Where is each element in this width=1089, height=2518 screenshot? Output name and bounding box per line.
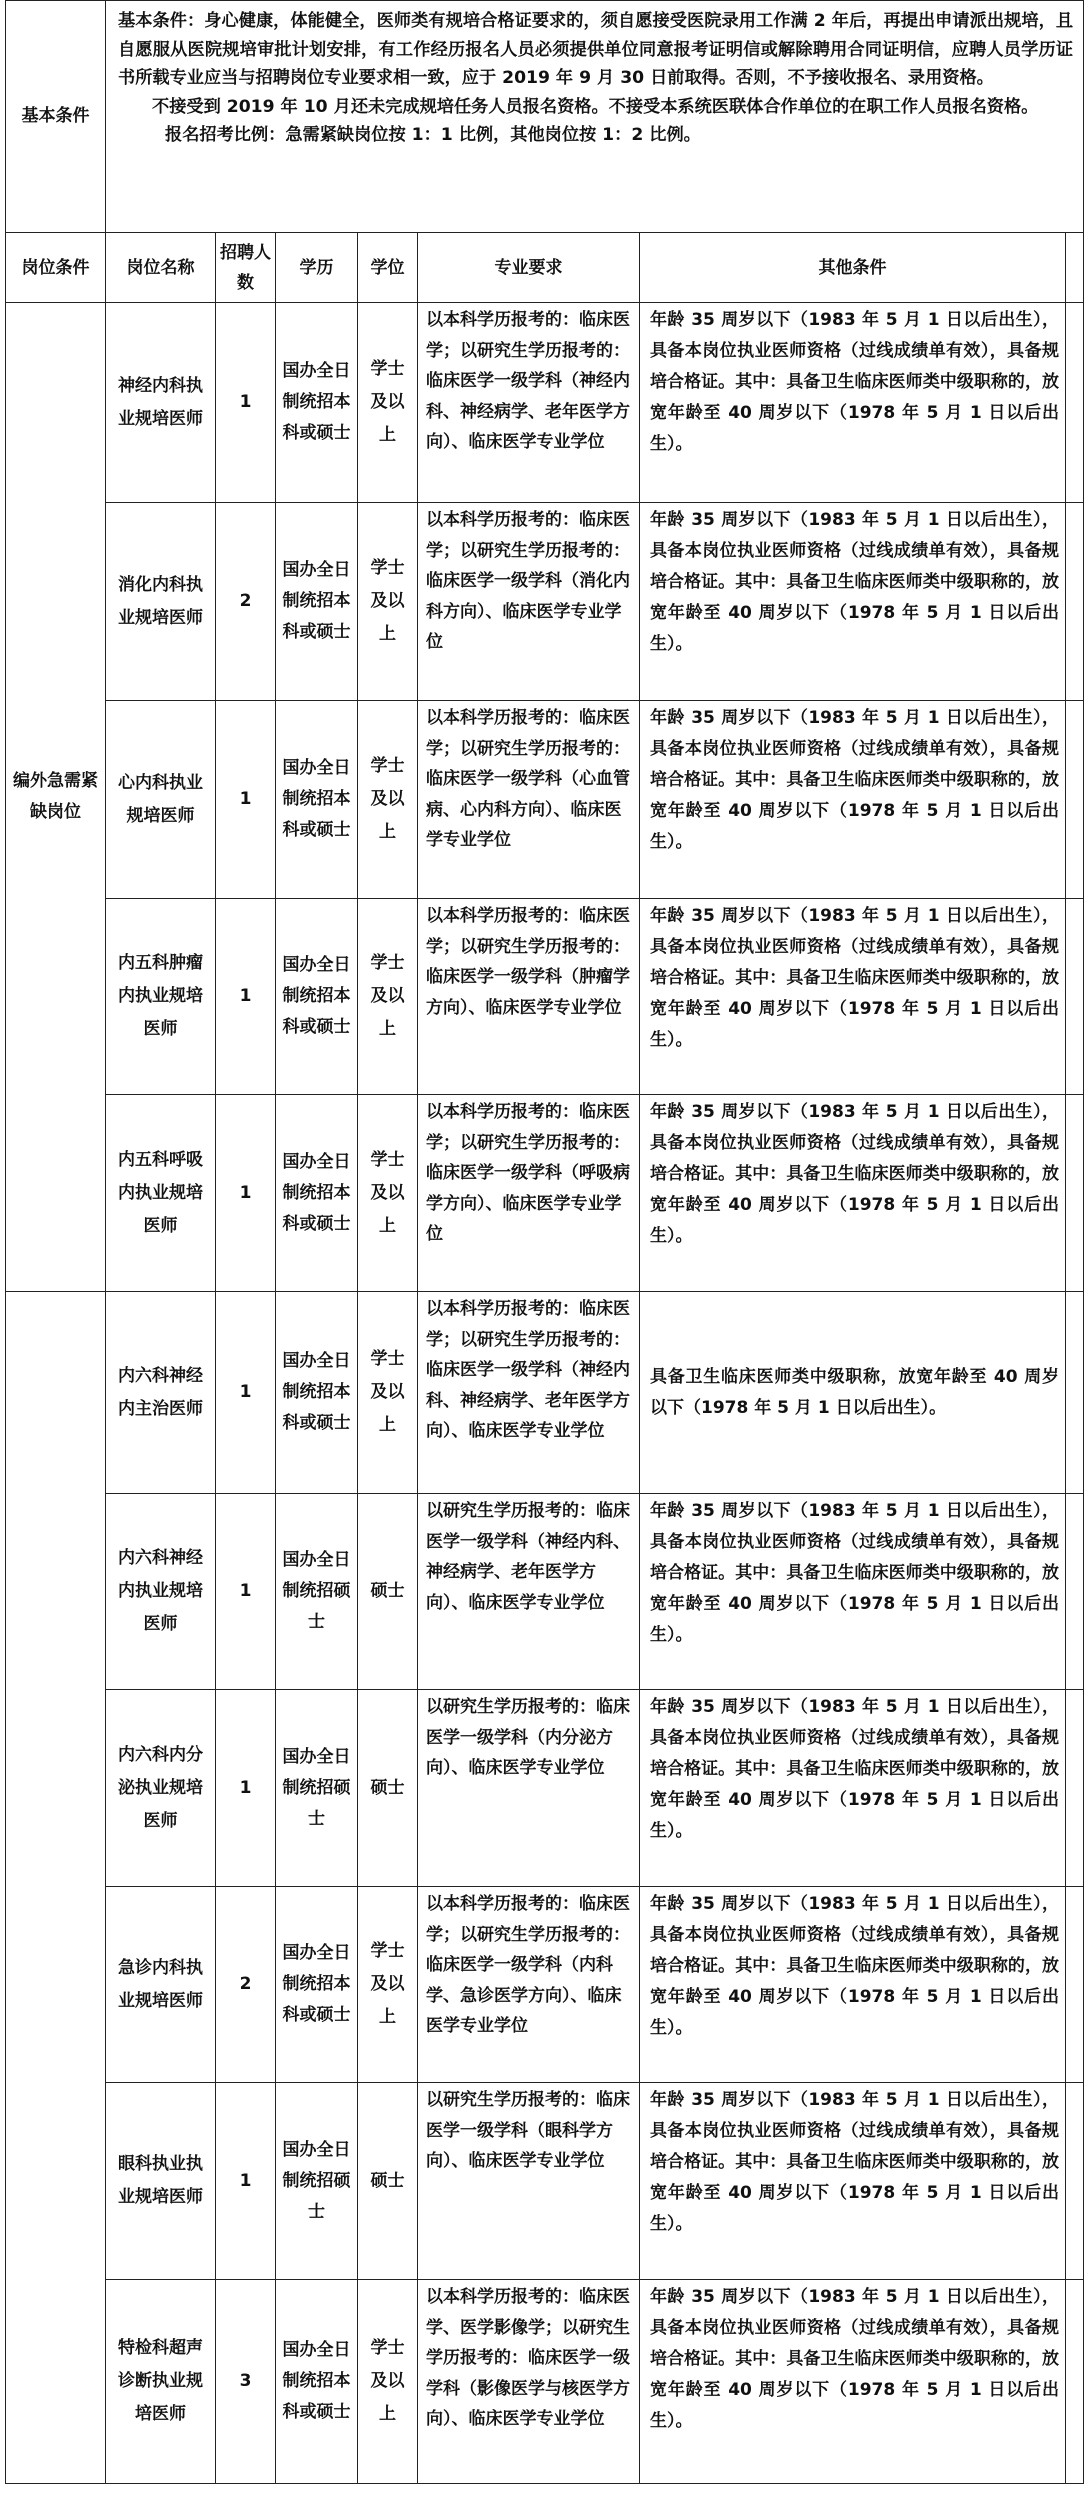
table-row [6, 1292, 1084, 1494]
blank-cell [1066, 1887, 1084, 2083]
other-conditions-cell: 年龄 35 周岁以下（1983 年 5 月 1 日以后出生），具备本岗位执业医师资格（过线成绩单有效），具备规培合格证。其中：具备卫生临床医师类中级职称的，放宽年龄至 40 周岁以下（1978 年 5 月 1 日以后出生）。 [640, 1095, 1066, 1292]
degree-cell: 硕士 [358, 1494, 418, 1690]
degree-cell: 学士及以上 [358, 503, 418, 701]
education-cell: 国办全日制统招硕士 [276, 2083, 358, 2280]
blank-cell [1066, 1292, 1084, 1494]
education-cell: 国办全日制统招本科或硕士 [276, 1292, 358, 1494]
count-cell: 3 [216, 2280, 276, 2484]
other-conditions-cell: 年龄 35 周岁以下（1983 年 5 月 1 日以后出生），具备本岗位执业医师资格（过线成绩单有效），具备规培合格证。其中：具备卫生临床医师类中级职称的，放宽年龄至 40 周岁以下（1978 年 5 月 1 日以后出生）。 [640, 1690, 1066, 1887]
header-row [6, 233, 1084, 303]
blank-cell [1066, 303, 1084, 503]
other-conditions-cell: 年龄 35 周岁以下（1983 年 5 月 1 日以后出生），具备本岗位执业医师资格（过线成绩单有效），具备规培合格证。其中：具备卫生临床医师类中级职称的，放宽年龄至 40 周岁以下（1978 年 5 月 1 日以后出生）。 [640, 1494, 1066, 1690]
count-cell: 1 [216, 303, 276, 503]
blank-cell [1066, 1494, 1084, 1690]
blank-cell [1066, 899, 1084, 1095]
degree-cell: 硕士 [358, 1690, 418, 1887]
blank-cell [1066, 2083, 1084, 2280]
table-row [6, 503, 1084, 701]
position-cell: 急诊内科执业规培医师 [106, 1887, 216, 2083]
other-conditions-cell: 年龄 35 周岁以下（1983 年 5 月 1 日以后出生），具备本岗位执业医师资格（过线成绩单有效），具备规培合格证。其中：具备卫生临床医师类中级职称的，放宽年龄至 40 周岁以下（1978 年 5 月 1 日以后出生）。 [640, 1887, 1066, 2083]
blank-cell [1066, 2280, 1084, 2484]
basic-para-3: 报名招考比例：急需紧缺岗位按 1：1 比例，其他岗位按 1：2 比例。 [165, 125, 701, 146]
degree-cell: 学士及以上 [358, 2280, 418, 2484]
degree-cell: 学士及以上 [358, 1095, 418, 1292]
table-row [6, 2280, 1084, 2484]
blank-cell [1066, 701, 1084, 899]
other-conditions-cell: 年龄 35 周岁以下（1983 年 5 月 1 日以后出生），具备本岗位执业医师资格（过线成绩单有效），具备规培合格证。其中：具备卫生临床医师类中级职称的，放宽年龄至 40 周岁以下（1978 年 5 月 1 日以后出生）。 [640, 701, 1066, 899]
basic-conditions-label: 基本条件 [6, 1, 106, 233]
position-cell: 眼科执业执业规培医师 [106, 2083, 216, 2280]
other-conditions-cell: 年龄 35 周岁以下（1983 年 5 月 1 日以后出生），具备本岗位执业医师资格（过线成绩单有效），具备规培合格证。其中：具备卫生临床医师类中级职称的，放宽年龄至 40 周岁以下（1978 年 5 月 1 日以后出生）。 [640, 899, 1066, 1095]
header-education: 学历 [276, 233, 358, 303]
table-row [6, 1494, 1084, 1690]
major-cell: 以本科学历报考的：临床医学；以研究生学历报考的：临床医学一级学科（心血管病、心内科方向）、临床医学专业学位 [418, 701, 640, 899]
basic-para-1: 基本条件：身心健康，体能健全，医师类有规培合格证要求的，须自愿接受医院录用工作满 2 年后，再提出申请派出规培，且自愿服从医院规培审批计划安排，有工作经历报名人员必须提供单位同意报考证明信或解除聘用合同证明信，应聘人员学历证书所载专业应当与招聘岗位专业要求相一致，应于 2019 年 9 月 30 日前取得。否则，不予接收报名、录用资格。 [118, 11, 1074, 89]
education-cell: 国办全日制统招本科或硕士 [276, 701, 358, 899]
degree-cell: 学士及以上 [358, 899, 418, 1095]
category-cell-continued [6, 1292, 106, 2484]
education-cell: 国办全日制统招本科或硕士 [276, 503, 358, 701]
other-conditions-cell: 年龄 35 周岁以下（1983 年 5 月 1 日以后出生），具备本岗位执业医师资格（过线成绩单有效），具备规培合格证。其中：具备卫生临床医师类中级职称的，放宽年龄至 40 周岁以下（1978 年 5 月 1 日以后出生）。 [640, 2280, 1066, 2484]
major-cell: 以本科学历报考的：临床医学；以研究生学历报考的：临床医学一级学科（消化内科方向）、临床医学专业学位 [418, 503, 640, 701]
table-row [6, 1887, 1084, 2083]
major-cell: 以本科学历报考的：临床医学；以研究生学历报考的：临床医学一级学科（内科学、急诊医学方向）、临床医学专业学位 [418, 1887, 640, 2083]
major-cell: 以研究生学历报考的：临床医学一级学科（眼科学方向）、临床医学专业学位 [418, 2083, 640, 2280]
other-conditions-cell: 年龄 35 周岁以下（1983 年 5 月 1 日以后出生），具备本岗位执业医师资格（过线成绩单有效），具备规培合格证。其中：具备卫生临床医师类中级职称的，放宽年龄至 40 周岁以下（1978 年 5 月 1 日以后出生）。 [640, 303, 1066, 503]
position-cell: 消化内科执业规培医师 [106, 503, 216, 701]
table-row [6, 1095, 1084, 1292]
education-cell: 国办全日制统招硕士 [276, 1494, 358, 1690]
position-cell: 内六科内分泌执业规培医师 [106, 1690, 216, 1887]
position-cell: 神经内科执业规培医师 [106, 303, 216, 503]
major-cell: 以本科学历报考的：临床医学；以研究生学历报考的：临床医学一级学科（肿瘤学方向）、临床医学专业学位 [418, 899, 640, 1095]
position-cell: 心内科执业规培医师 [106, 701, 216, 899]
count-cell: 1 [216, 1095, 276, 1292]
degree-cell: 学士及以上 [358, 1887, 418, 2083]
header-count: 招聘人数 [216, 233, 276, 303]
count-cell: 1 [216, 899, 276, 1095]
major-cell: 以本科学历报考的：临床医学；以研究生学历报考的：临床医学一级学科（神经内科、神经病学、老年医学方向）、临床医学专业学位 [418, 303, 640, 503]
blank-cell [1066, 1690, 1084, 1887]
header-degree: 学位 [358, 233, 418, 303]
table-row [6, 1690, 1084, 1887]
count-cell: 1 [216, 2083, 276, 2280]
header-position: 岗位名称 [106, 233, 216, 303]
basic-conditions-text [106, 1, 1084, 233]
education-cell: 国办全日制统招本科或硕士 [276, 1095, 358, 1292]
degree-cell: 学士及以上 [358, 1292, 418, 1494]
table-row [6, 899, 1084, 1095]
degree-cell: 硕士 [358, 2083, 418, 2280]
table-row [6, 2083, 1084, 2280]
basic-conditions-row [6, 1, 1084, 233]
position-cell: 特检科超声诊断执业规培医师 [106, 2280, 216, 2484]
major-cell: 以本科学历报考的：临床医学；以研究生学历报考的：临床医学一级学科（呼吸病学方向）、临床医学专业学位 [418, 1095, 640, 1292]
blank-cell [1066, 503, 1084, 701]
other-conditions-cell: 年龄 35 周岁以下（1983 年 5 月 1 日以后出生），具备本岗位执业医师资格（过线成绩单有效），具备规培合格证。其中：具备卫生临床医师类中级职称的，放宽年龄至 40 周岁以下（1978 年 5 月 1 日以后出生）。 [640, 2083, 1066, 2280]
count-cell: 1 [216, 1494, 276, 1690]
other-conditions-cell: 年龄 35 周岁以下（1983 年 5 月 1 日以后出生），具备本岗位执业医师资格（过线成绩单有效），具备规培合格证。其中：具备卫生临床医师类中级职称的，放宽年龄至 40 周岁以下（1978 年 5 月 1 日以后出生）。 [640, 503, 1066, 701]
table-row [6, 701, 1084, 899]
major-cell: 以研究生学历报考的：临床医学一级学科（内分泌方向）、临床医学专业学位 [418, 1690, 640, 1887]
major-cell: 以研究生学历报考的：临床医学一级学科（神经内科、神经病学、老年医学方向）、临床医学专业学位 [418, 1494, 640, 1690]
position-cell: 内六科神经内主治医师 [106, 1292, 216, 1494]
education-cell: 国办全日制统招本科或硕士 [276, 303, 358, 503]
major-cell: 以本科学历报考的：临床医学、医学影像学；以研究生学历报考的：临床医学一级学科（影像医学与核医学方向）、临床医学专业学位 [418, 2280, 640, 2484]
degree-cell: 学士及以上 [358, 303, 418, 503]
position-cell: 内六科神经内执业规培医师 [106, 1494, 216, 1690]
count-cell: 2 [216, 1887, 276, 2083]
count-cell: 1 [216, 1292, 276, 1494]
blank-cell [1066, 1095, 1084, 1292]
count-cell: 1 [216, 701, 276, 899]
position-cell: 内五科肿瘤内执业规培医师 [106, 899, 216, 1095]
header-major: 专业要求 [418, 233, 640, 303]
major-cell: 以本科学历报考的：临床医学；以研究生学历报考的：临床医学一级学科（神经内科、神经病学、老年医学方向）、临床医学专业学位 [418, 1292, 640, 1494]
other-conditions-cell: 具备卫生临床医师类中级职称，放宽年龄至 40 周岁以下（1978 年 5 月 1 日以后出生）。 [640, 1292, 1066, 1494]
table-row [6, 303, 1084, 503]
position-cell: 内五科呼吸内执业规培医师 [106, 1095, 216, 1292]
category-cell: 编外急需紧缺岗位 [6, 303, 106, 1292]
basic-para-2: 不接受到 2019 年 10 月还未完成规培任务人员报名资格。不接受本系统医联体合作单位的在职工作人员报名资格。 [152, 96, 1039, 117]
education-cell: 国办全日制统招本科或硕士 [276, 2280, 358, 2484]
header-category: 岗位条件 [6, 233, 106, 303]
recruitment-table [5, 0, 1084, 2484]
count-cell: 1 [216, 1690, 276, 1887]
education-cell: 国办全日制统招本科或硕士 [276, 1887, 358, 2083]
education-cell: 国办全日制统招本科或硕士 [276, 899, 358, 1095]
education-cell: 国办全日制统招硕士 [276, 1690, 358, 1887]
header-other: 其他条件 [640, 233, 1066, 303]
header-blank-cell [1066, 233, 1084, 303]
degree-cell: 学士及以上 [358, 701, 418, 899]
count-cell: 2 [216, 503, 276, 701]
